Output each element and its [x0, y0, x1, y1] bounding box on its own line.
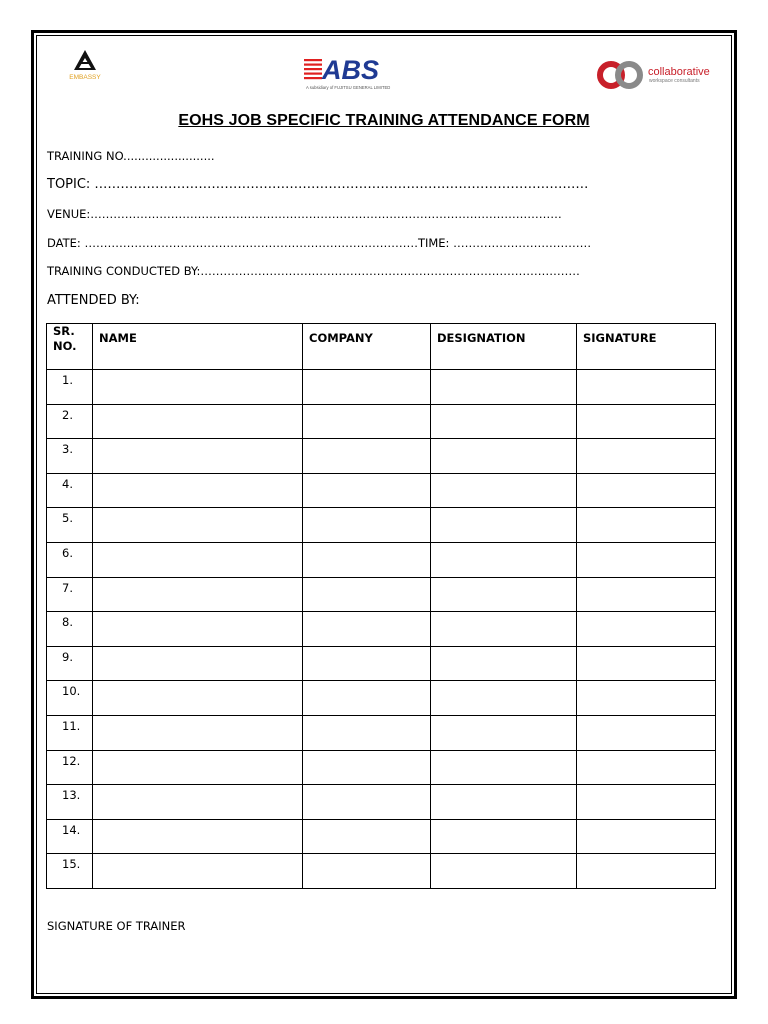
signature-cell[interactable] [577, 785, 716, 820]
row-number-cell [47, 370, 93, 405]
row-number: 11. [62, 718, 81, 733]
designation-cell[interactable] [431, 473, 577, 508]
name-cell[interactable] [93, 646, 303, 681]
table-row [47, 473, 716, 508]
signature-of-trainer-label: SIGNATURE OF TRAINER [47, 919, 186, 933]
name-cell[interactable] [93, 439, 303, 474]
row-number-cell [47, 681, 93, 716]
table-row [47, 508, 716, 543]
name-cell[interactable] [93, 542, 303, 577]
attended-by-label: ATTENDED BY: [47, 293, 140, 308]
venue-field: VENUE:…………………………………………………………………………………………………………… [47, 207, 562, 221]
company-cell[interactable] [303, 715, 431, 750]
table-row [47, 681, 716, 716]
designation-cell[interactable] [431, 439, 577, 474]
row-number: 5. [62, 511, 73, 526]
name-cell[interactable] [93, 577, 303, 612]
signature-cell[interactable] [577, 612, 716, 647]
name-cell[interactable] [93, 612, 303, 647]
company-cell[interactable] [303, 646, 431, 681]
row-number-cell [47, 612, 93, 647]
designation-cell[interactable] [431, 404, 577, 439]
signature-cell[interactable] [577, 854, 716, 889]
date-time-field: DATE: ……………………………………………………………………………TIME: ……………………………… [47, 236, 592, 250]
name-cell[interactable] [93, 508, 303, 543]
row-number-cell [47, 508, 93, 543]
signature-cell[interactable] [577, 473, 716, 508]
table-row [47, 646, 716, 681]
row-number-cell [47, 577, 93, 612]
table-row [47, 612, 716, 647]
column-header-company: COMPANY [303, 324, 431, 370]
designation-cell[interactable] [431, 750, 577, 785]
abs-logo-subtext: A subsidiary of FUJITSU GENERAL LIMITED [306, 85, 391, 90]
company-cell[interactable] [303, 404, 431, 439]
abs-logo-text: ABS [322, 55, 380, 85]
company-cell[interactable] [303, 750, 431, 785]
collaborative-logo [596, 58, 718, 92]
embassy-logo-text: EMBASSY [69, 74, 101, 81]
table-row [47, 785, 716, 820]
table-row [47, 542, 716, 577]
signature-cell[interactable] [577, 439, 716, 474]
column-header-name: NAME [93, 324, 303, 370]
signature-cell[interactable] [577, 404, 716, 439]
table-row [47, 370, 716, 405]
row-number: 14. [62, 822, 81, 837]
company-cell[interactable] [303, 542, 431, 577]
table-row [47, 819, 716, 854]
abs-logo [302, 54, 412, 92]
column-header-sr-no: SR. NO. [47, 324, 93, 370]
attendance-table-body [47, 370, 716, 889]
row-number-cell [47, 785, 93, 820]
row-number: 9. [62, 649, 73, 664]
designation-cell[interactable] [431, 785, 577, 820]
table-row [47, 715, 716, 750]
training-no-field: TRAINING NO......................... [47, 149, 215, 163]
name-cell[interactable] [93, 854, 303, 889]
company-cell[interactable] [303, 854, 431, 889]
designation-cell[interactable] [431, 819, 577, 854]
attendance-table [46, 323, 716, 889]
designation-cell[interactable] [431, 508, 577, 543]
company-cell[interactable] [303, 577, 431, 612]
company-cell[interactable] [303, 508, 431, 543]
row-number: 8. [62, 615, 73, 630]
name-cell[interactable] [93, 370, 303, 405]
designation-cell[interactable] [431, 577, 577, 612]
table-row [47, 439, 716, 474]
signature-cell[interactable] [577, 542, 716, 577]
row-number-cell [47, 750, 93, 785]
company-cell[interactable] [303, 439, 431, 474]
table-header-row [47, 324, 716, 370]
row-number: 3. [62, 442, 73, 457]
designation-cell[interactable] [431, 715, 577, 750]
signature-cell[interactable] [577, 681, 716, 716]
row-number-cell [47, 439, 93, 474]
column-header-signature: SIGNATURE [577, 324, 716, 370]
row-number: 7. [62, 580, 73, 595]
signature-cell[interactable] [577, 370, 716, 405]
signature-cell[interactable] [577, 750, 716, 785]
signature-cell[interactable] [577, 508, 716, 543]
table-row [47, 854, 716, 889]
row-number-cell [47, 715, 93, 750]
name-cell[interactable] [93, 473, 303, 508]
designation-cell[interactable] [431, 612, 577, 647]
collaborative-logo-text: collaborative [648, 66, 710, 78]
designation-cell[interactable] [431, 646, 577, 681]
collaborative-logo-subtext: workspace consultants [649, 78, 700, 84]
table-row [47, 750, 716, 785]
name-cell[interactable] [93, 819, 303, 854]
row-number-cell [47, 542, 93, 577]
designation-cell[interactable] [431, 370, 577, 405]
company-cell[interactable] [303, 681, 431, 716]
company-cell[interactable] [303, 785, 431, 820]
row-number: 2. [62, 407, 73, 422]
company-cell[interactable] [303, 473, 431, 508]
name-cell[interactable] [93, 404, 303, 439]
company-cell[interactable] [303, 819, 431, 854]
signature-cell[interactable] [577, 715, 716, 750]
column-header-designation: DESIGNATION [431, 324, 577, 370]
name-cell[interactable] [93, 681, 303, 716]
row-number: 1. [62, 373, 73, 387]
row-number-cell [47, 404, 93, 439]
row-number-cell [47, 819, 93, 854]
row-number-cell [47, 646, 93, 681]
signature-cell[interactable] [577, 819, 716, 854]
row-number: 12. [62, 753, 81, 768]
company-cell[interactable] [303, 612, 431, 647]
name-cell[interactable] [93, 715, 303, 750]
row-number: 6. [62, 545, 73, 560]
row-number-cell [47, 473, 93, 508]
row-number: 15. [62, 857, 81, 872]
company-cell[interactable] [303, 370, 431, 405]
row-number-cell [47, 854, 93, 889]
table-row [47, 577, 716, 612]
name-cell[interactable] [93, 785, 303, 820]
name-cell[interactable] [93, 750, 303, 785]
signature-cell[interactable] [577, 577, 716, 612]
row-number: 10. [62, 684, 81, 699]
row-number: 13. [62, 788, 81, 803]
form-title: EOHS JOB SPECIFIC TRAINING ATTENDANCE FORM [178, 112, 590, 129]
designation-cell[interactable] [431, 681, 577, 716]
designation-cell[interactable] [431, 542, 577, 577]
signature-cell[interactable] [577, 646, 716, 681]
embassy-logo [62, 48, 108, 84]
topic-field: TOPIC: …………………………………………………………………………………………………… [47, 177, 589, 192]
row-number: 4. [62, 476, 73, 491]
designation-cell[interactable] [431, 854, 577, 889]
table-row [47, 404, 716, 439]
conducted-by-field: TRAINING CONDUCTED BY:……………………………………………………………………………………… [47, 264, 580, 278]
